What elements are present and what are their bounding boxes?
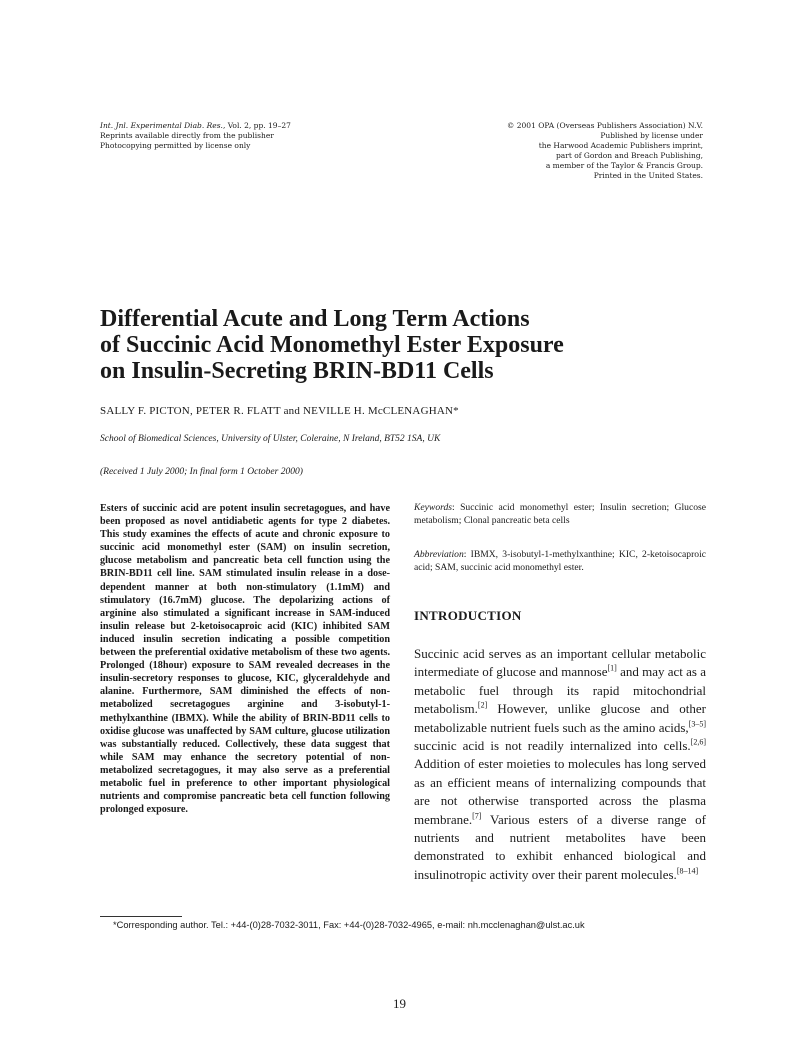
keywords-text: : Succinic acid monomethyl ester; Insulin secretion; Glucose metabolism; Clonal pancreatic beta cells: [414, 502, 706, 526]
publisher-line: part of Gordon and Breach Publishing,: [555, 151, 703, 160]
title-line: on Insulin-Secreting BRIN-BD11 Cells: [100, 358, 494, 384]
citation-ref[interactable]: [8–14]: [676, 866, 699, 876]
author-list: SALLY F. PICTON, PETER R. FLATT and NEVILLE H. McCLENAGHAN*: [100, 405, 459, 417]
citation-ref[interactable]: [7]: [472, 811, 482, 821]
publisher-line: Published by license under: [600, 131, 703, 140]
citation-ref[interactable]: [1]: [607, 664, 617, 674]
section-heading-introduction: INTRODUCTION: [414, 608, 522, 623]
photocopy-note: Photocopying permitted by license only: [100, 141, 251, 150]
footnote-rule: [100, 916, 182, 917]
journal-citation: Int. Jnl. Experimental Diab. Res., Vol. 2, pp. 19–27: [100, 121, 291, 130]
publisher-line: a member of the Taylor & Francis Group.: [545, 161, 703, 170]
keywords-label: Keywords: [414, 502, 453, 513]
abstract: Esters of succinic acid are potent insulin secretagogues, and have been proposed as novel antidiabetic agents for type 2 diabetes. This study examines the effects of acute and chronic exposure to succinic acid monomethyl ester (SAM) on insulin secretion, glucose metabolism and pancreatic beta cell function using the BRIN-BD11 cell line. SAM stimulated insulin release in a dose-dependent manner at both non-stimulatory (1.1mM) and stimulatory (16.7mM) glucose. The depolarizing actions of arginine also stimulated a significant increase in SAM-induced insulin release but 2-ketoisocaproic acid (KIC) inhibited SAM induced insulin secretion indicating a possible competition between the preferential oxidative metabolism of these two agents. Prolonged (18hour) exposure to SAM revealed decreases in the insulin-secretory responses to glucose, KIC, glyceraldehyde and alanine. Furthermore, SAM diminished the effects of non-metabolized secretagogues arginine and 3-isobutyl-1-methylxanthine (IBMX). While the ability of BRIN-BD11 cells to oxidise glucose was unaffected by SAM culture, glucose utilization was substantially reduced. Collectively, these data suggest that while SAM may enhance the secretory potential of non-metabolized secretagogues, it may also serve as a preferential metabolic fuel in preference to other important physiological nutrients and compromise pancreatic beta cell function following prolonged exposure.: [100, 503, 390, 816]
journal-header: [100, 121, 400, 151]
reprint-note: Reprints available directly from the publisher: [100, 131, 274, 140]
publisher-line: the Harwood Academic Publishers imprint,: [538, 141, 703, 150]
abbreviation-text: : IBMX, 3-isobutyl-1-methylxanthine; KIC, 2-ketoisocaproic acid; SAM, succinic acid monomethyl ester.: [414, 549, 706, 573]
abbreviation-label: Abbreviation: [414, 549, 464, 560]
abbreviations: [414, 549, 706, 574]
publisher-header: [373, 121, 703, 181]
title-line: Differential Acute and Long Term Actions: [100, 306, 530, 332]
publisher-line: © 2001 OPA (Overseas Publishers Association) N.V.: [506, 121, 703, 130]
received-dates: (Received 1 July 2000; In final form 1 October 2000): [100, 467, 303, 477]
corresponding-author-footnote: *Corresponding author. Tel.: +44-(0)28-7032-3011, Fax: +44-(0)28-7032-4965, e-mail: nh.mcclenaghan@ulst.ac.uk: [113, 920, 585, 930]
citation-ref[interactable]: [2]: [477, 700, 488, 710]
keywords: [414, 502, 706, 527]
affiliation: School of Biomedical Sciences, University of Ulster, Coleraine, N Ireland, BT52 1SA, UK: [100, 434, 441, 444]
citation-ref[interactable]: [3–5]: [688, 719, 706, 729]
page-number: 19: [393, 996, 406, 1011]
title-line: of Succinic Acid Monomethyl Ester Exposure: [100, 332, 564, 358]
introduction-paragraph: Succinic acid serves as an important cellular metabolic intermediate of glucose and mannose[1] and may act as a metabolic fuel through its rapid mitochondrial metabolism.[2] However, unlike glucose and other metabolizable nutrient fuels such as the amino acids,[3–5] succinic acid is not readily internalized into cells.[2,6] Addition of ester moieties to molecules has long served as an efficient means of internalizing compounds that are not otherwise transported across the plasma membrane.[7] Various esters of a diverse range of nutrients and nutrient metabolites have been demonstrated to exhibit enhanced biological and insulinotropic activity over their parent molecules.[8–14]: [414, 646, 706, 882]
publisher-line: Printed in the United States.: [593, 171, 703, 180]
citation-ref[interactable]: [2,6]: [690, 737, 706, 747]
paper-title: [100, 306, 740, 384]
